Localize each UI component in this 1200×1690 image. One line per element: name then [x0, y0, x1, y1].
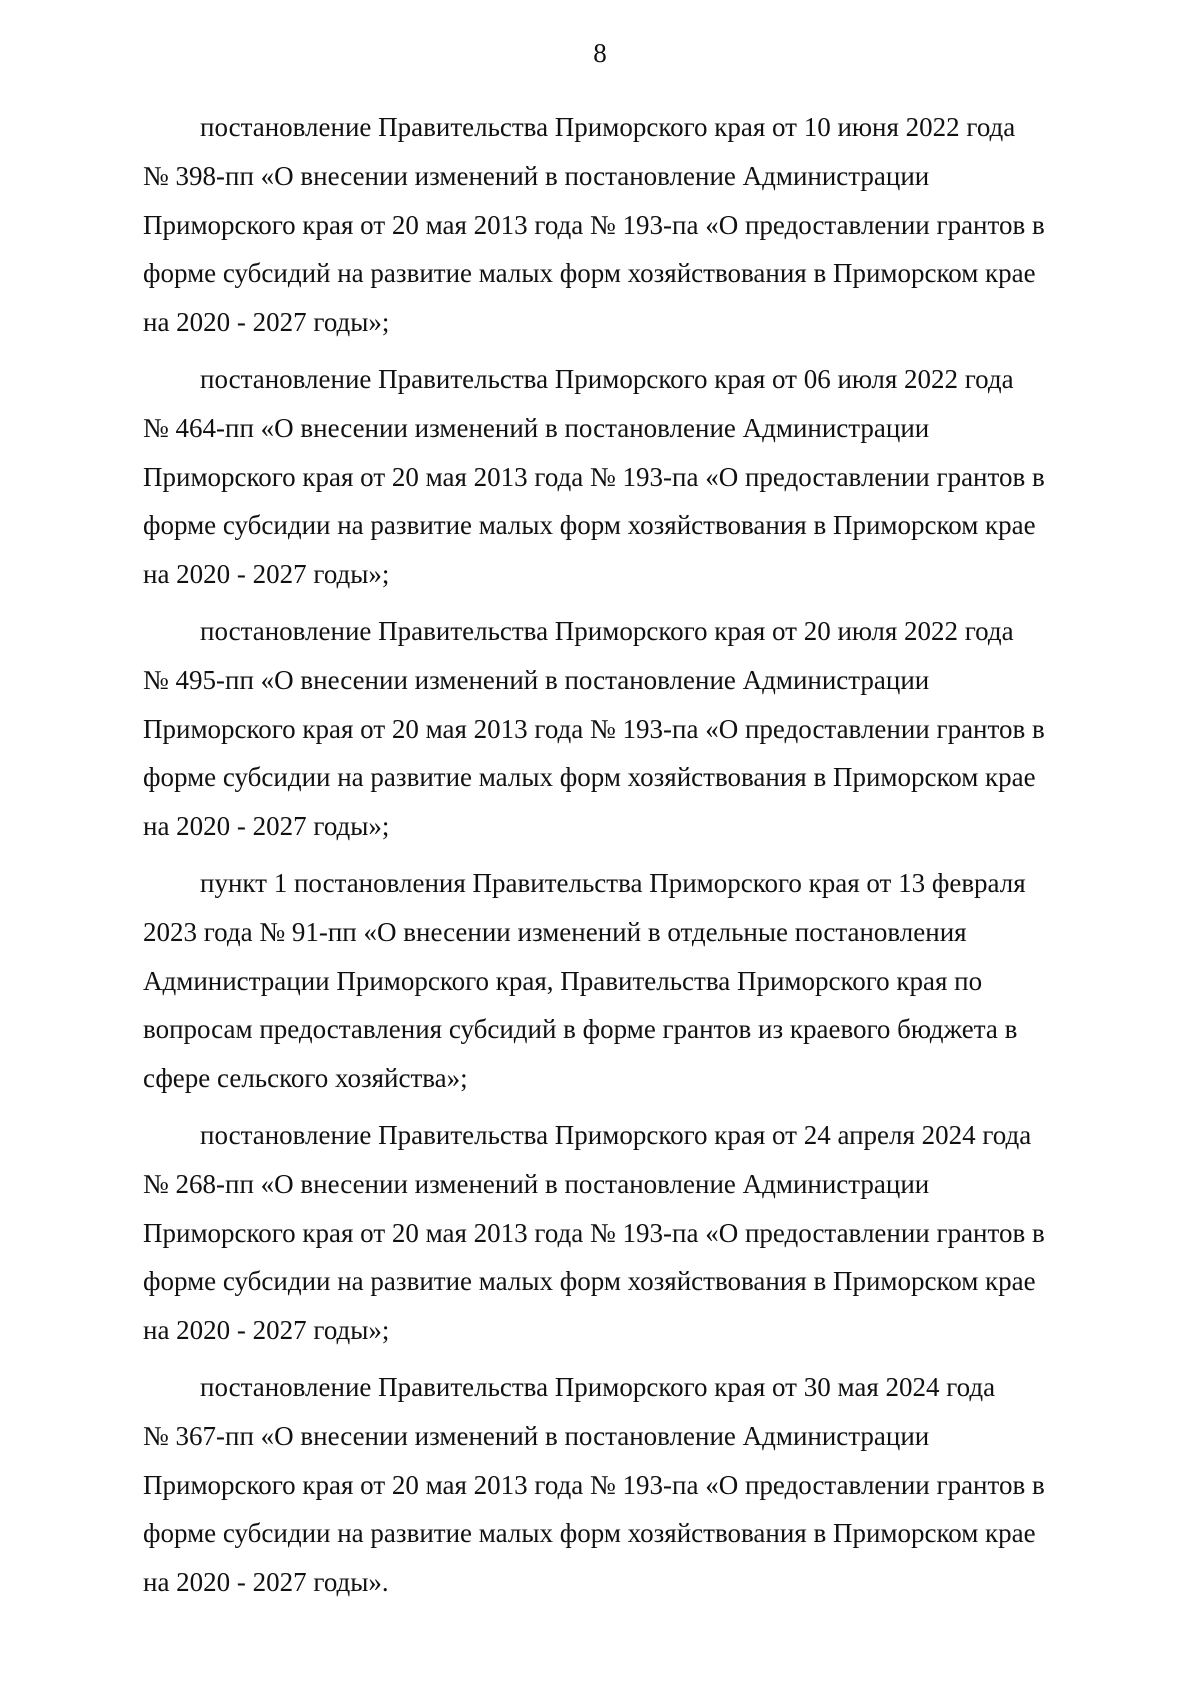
document-body [143, 103, 1132, 1607]
paragraph-resolution-464: постановление Правительства Приморского края от 06 июля 2022 года № 464-пп «О внесении изменений в постановление Администрации Приморского края от 20 мая 2013 года № 193-па «О предоставлении грантов в форме субсидии на развитие малых форм хозяйствования в Приморском крае на 2020 - 2027 годы»; [143, 363, 1045, 590]
paragraph-resolution-367: постановление Правительства Приморского края от 30 мая 2024 года № 367-пп «О внесении изменений в постановление Администрации Приморского края от 20 мая 2013 года № 193-па «О предоставлении грантов в форме субсидии на развитие малых форм хозяйствования в Приморском крае на 2020 - 2027 годы». [143, 1371, 1045, 1598]
paragraph-resolution-268: постановление Правительства Приморского края от 24 апреля 2024 года № 268-пп «О внесении изменений в постановление Администрации Приморского края от 20 мая 2013 года № 193-па «О предоставлении грантов в форме субсидии на развитие малых форм хозяйствования в Приморском крае на 2020 - 2027 годы»; [143, 1119, 1045, 1346]
page-number: 8 [593, 38, 607, 68]
paragraph-resolution-398: постановление Правительства Приморского края от 10 июня 2022 года № 398-пп «О внесении изменений в постановление Администрации Приморского края от 20 мая 2013 года № 193-па «О предоставлении грантов в форме субсидий на развитие малых форм хозяйствования в Приморском крае на 2020 - 2027 годы»; [143, 112, 1045, 338]
paragraph-resolution-91: пункт 1 постановления Правительства Приморского края от 13 февраля 2023 года № 91-пп «О внесении изменений в отдельные постановления Администрации Приморского края, Правительства Приморского края по вопросам предоставления субсидий в форме грантов из краевого бюджета в сфере сельского хозяйства»; [143, 867, 1026, 1094]
paragraph-resolution-495: постановление Правительства Приморского края от 20 июля 2022 года № 495-пп «О внесении изменений в постановление Администрации Приморского края от 20 мая 2013 года № 193-па «О предоставлении грантов в форме субсидии на развитие малых форм хозяйствования в Приморском крае на 2020 - 2027 годы»; [143, 615, 1045, 842]
